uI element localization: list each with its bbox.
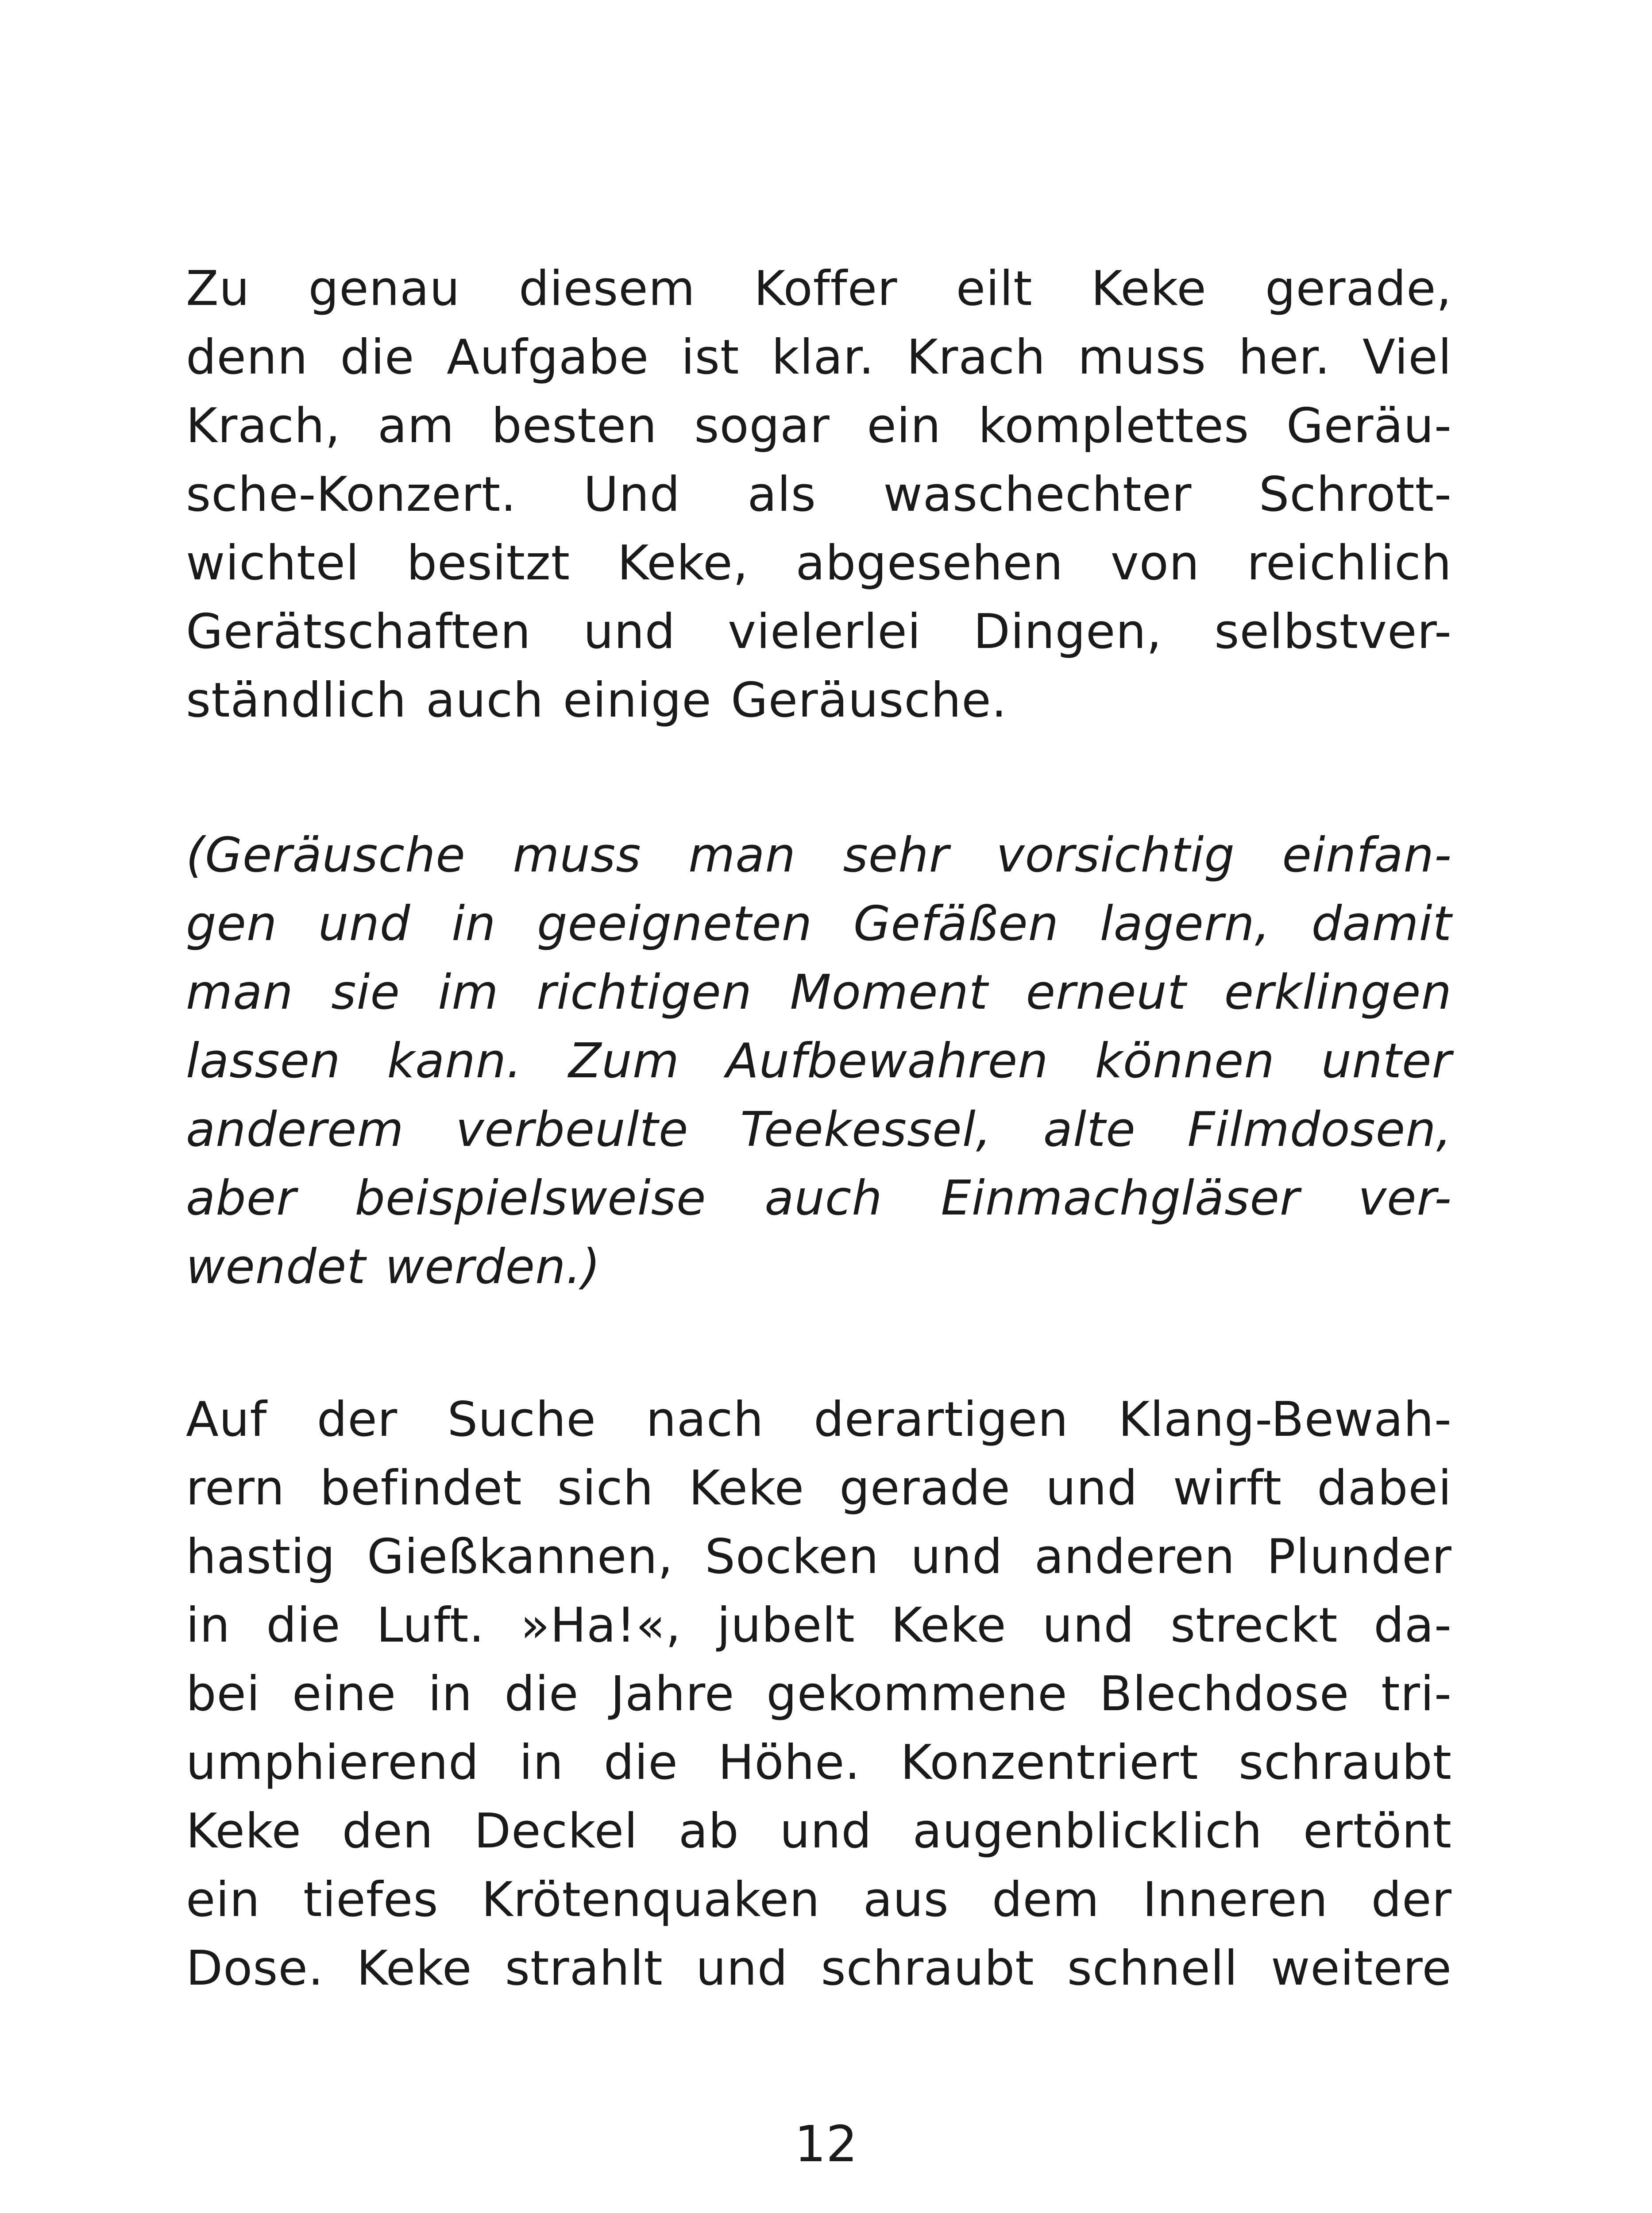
text-line — [186, 598, 1452, 666]
word: erneut — [1026, 965, 1187, 1020]
word: reichlich — [1247, 536, 1452, 591]
word: vorsichtig — [996, 828, 1235, 883]
word: schraubt — [821, 1941, 1034, 1996]
word: und — [583, 604, 676, 659]
word: lassen — [186, 1033, 341, 1089]
word: selbstver- — [1214, 604, 1452, 659]
text-line — [186, 1523, 1452, 1591]
word: und — [911, 1529, 1003, 1585]
word: ertönt — [1303, 1804, 1452, 1859]
word: Moment — [790, 965, 988, 1020]
word: abgesehen — [795, 536, 1064, 591]
word: dem — [992, 1872, 1100, 1928]
word: ver- — [1358, 1171, 1452, 1226]
word: Und — [583, 467, 681, 522]
word: schraubt — [1238, 1735, 1452, 1790]
word: da- — [1374, 1598, 1452, 1653]
word: Keke — [186, 1804, 302, 1859]
text-line — [186, 460, 1452, 529]
text-line — [186, 1164, 1452, 1233]
word: waschechter — [883, 467, 1192, 522]
text-line — [186, 1027, 1452, 1095]
word: als — [747, 467, 816, 522]
word: die — [340, 330, 415, 385]
word: Krach, — [186, 398, 341, 454]
text-line — [186, 958, 1452, 1027]
word: (Geräusche — [186, 828, 466, 883]
word: Schrott- — [1258, 467, 1452, 522]
word: der — [1371, 1872, 1452, 1928]
word: auch — [764, 1171, 883, 1226]
word: dabei — [1317, 1461, 1452, 1516]
word: Auf — [186, 1392, 267, 1447]
text-line — [186, 1095, 1452, 1164]
word: sich — [557, 1461, 654, 1516]
word: und — [695, 1941, 788, 1996]
word: den — [342, 1804, 434, 1859]
word: Teekessel, — [740, 1102, 992, 1157]
word: Keke — [891, 1598, 1007, 1653]
word: Einmachgläser — [941, 1171, 1300, 1226]
word: »Ha!«, — [520, 1598, 681, 1653]
word: in — [519, 1735, 564, 1790]
word: Aufgabe — [447, 330, 649, 385]
word: die — [266, 1598, 341, 1653]
word: weitere — [1270, 1941, 1452, 1996]
word: tiefes — [303, 1872, 439, 1928]
word: im — [438, 965, 499, 1020]
word: besten — [491, 398, 657, 454]
word: erklingen — [1224, 965, 1452, 1020]
word: Krach — [907, 330, 1046, 385]
text-line: ständlich auch einige Geräusche. — [186, 673, 1007, 728]
word: gerade — [839, 1461, 1011, 1516]
text-line — [186, 890, 1452, 958]
word: und — [780, 1804, 872, 1859]
word: Koffer — [754, 261, 898, 316]
word: diesem — [518, 261, 695, 316]
text-line — [186, 254, 1452, 323]
word: derartigen — [814, 1392, 1069, 1447]
word: geeigneten — [537, 896, 813, 952]
word: gerade, — [1265, 261, 1452, 316]
word: gekommene — [766, 1666, 1068, 1722]
word: verbeulte — [455, 1102, 689, 1157]
text-line — [186, 1385, 1452, 1454]
word: lagern, — [1100, 896, 1271, 952]
word: damit — [1311, 896, 1452, 952]
word: anderem — [186, 1102, 404, 1157]
word: Blechdose — [1099, 1666, 1350, 1722]
word: und — [1046, 1461, 1138, 1516]
page-number: 12 — [794, 2116, 858, 2173]
word: strahlt — [505, 1941, 663, 1996]
word: besitzt — [406, 536, 571, 591]
word: Krötenquaken — [481, 1872, 820, 1928]
word: Inneren — [1143, 1872, 1328, 1928]
word: muss — [513, 828, 641, 883]
word: vielerlei — [728, 604, 921, 659]
word: kann. — [387, 1033, 522, 1089]
word: Suche — [447, 1392, 596, 1447]
word: Plunder — [1266, 1529, 1452, 1585]
word: aber — [186, 1171, 297, 1226]
word: Dingen, — [973, 604, 1162, 659]
word: Jahre — [610, 1666, 735, 1722]
word: eine — [292, 1666, 397, 1722]
text-line: wendet werden.) — [186, 1239, 601, 1295]
text-line — [186, 323, 1452, 392]
word: in — [428, 1666, 473, 1722]
word: Filmdosen, — [1187, 1102, 1452, 1157]
word: gen — [186, 896, 278, 952]
word: Luft. — [376, 1598, 485, 1653]
word: Gießkannen, — [367, 1529, 674, 1585]
word: bei — [186, 1666, 261, 1722]
word: muss — [1077, 330, 1207, 385]
word: Gefäßen — [853, 896, 1059, 952]
word: komplettes — [978, 398, 1250, 454]
word: unter — [1321, 1033, 1452, 1089]
word: ein — [867, 398, 942, 454]
word: jubelt — [717, 1598, 855, 1653]
text-line — [186, 821, 1452, 890]
word: Zum — [568, 1033, 680, 1089]
word: Gerätschaften — [186, 604, 531, 659]
word: Höhe. — [718, 1735, 861, 1790]
word: am — [378, 398, 455, 454]
text-line — [186, 1660, 1452, 1728]
word: denn — [186, 330, 308, 385]
word: können — [1095, 1033, 1275, 1089]
word: befindet — [320, 1461, 522, 1516]
word: aus — [863, 1872, 949, 1928]
word: Keke, — [617, 536, 749, 591]
text-line — [186, 392, 1452, 460]
word: hastig — [186, 1529, 336, 1585]
word: und — [318, 896, 411, 952]
word: augenblicklich — [912, 1804, 1263, 1859]
word: genau — [308, 261, 460, 316]
word: richtigen — [537, 965, 753, 1020]
word: in — [186, 1598, 231, 1653]
word: Geräu- — [1286, 398, 1452, 454]
word: wichtel — [186, 536, 359, 591]
text-line — [186, 1797, 1452, 1866]
word: alte — [1043, 1102, 1136, 1157]
word: eilt — [956, 261, 1033, 316]
word: wirft — [1173, 1461, 1282, 1516]
word: rern — [186, 1461, 285, 1516]
word: Zu — [186, 261, 250, 316]
word: Aufbewahren — [726, 1033, 1049, 1089]
word: Deckel — [474, 1804, 638, 1859]
word: sogar — [694, 398, 830, 454]
word: der — [317, 1392, 398, 1447]
word: umphierend — [186, 1735, 479, 1790]
word: die — [603, 1735, 678, 1790]
paragraph-3 — [186, 1385, 1452, 2003]
word: in — [452, 896, 496, 952]
word: sche-Konzert. — [186, 467, 517, 522]
word: ein — [186, 1872, 260, 1928]
text-line — [186, 1728, 1452, 1797]
word: anderen — [1034, 1529, 1235, 1585]
word: sie — [331, 965, 400, 1020]
word: Klang-Bewah- — [1118, 1392, 1452, 1447]
paragraph-2-italic-aside — [186, 821, 1452, 1301]
word: man — [688, 828, 796, 883]
word: klar. — [771, 330, 875, 385]
word: die — [504, 1666, 579, 1722]
text-line — [186, 1454, 1452, 1523]
word: man — [186, 965, 293, 1020]
word: sehr — [843, 828, 950, 883]
word: Dose. — [186, 1941, 324, 1996]
word: Socken — [705, 1529, 879, 1585]
word: Keke — [1091, 261, 1207, 316]
word: ist — [681, 330, 740, 385]
word: Viel — [1362, 330, 1452, 385]
text-line — [186, 1866, 1452, 1934]
text-line — [186, 1934, 1452, 2003]
word: streckt — [1170, 1598, 1338, 1653]
word: tri- — [1381, 1666, 1452, 1722]
word: von — [1110, 536, 1200, 591]
paragraph-1 — [186, 254, 1452, 735]
word: Keke — [356, 1941, 472, 1996]
text-line — [186, 529, 1452, 598]
word: schnell — [1067, 1941, 1238, 1996]
word: her. — [1238, 330, 1331, 385]
word: Keke — [689, 1461, 805, 1516]
word: nach — [646, 1392, 764, 1447]
word: beispielsweise — [355, 1171, 706, 1226]
text-line — [186, 1591, 1452, 1660]
word: ab — [678, 1804, 739, 1859]
word: einfan- — [1282, 828, 1452, 883]
word: Konzentriert — [900, 1735, 1199, 1790]
word: und — [1042, 1598, 1135, 1653]
